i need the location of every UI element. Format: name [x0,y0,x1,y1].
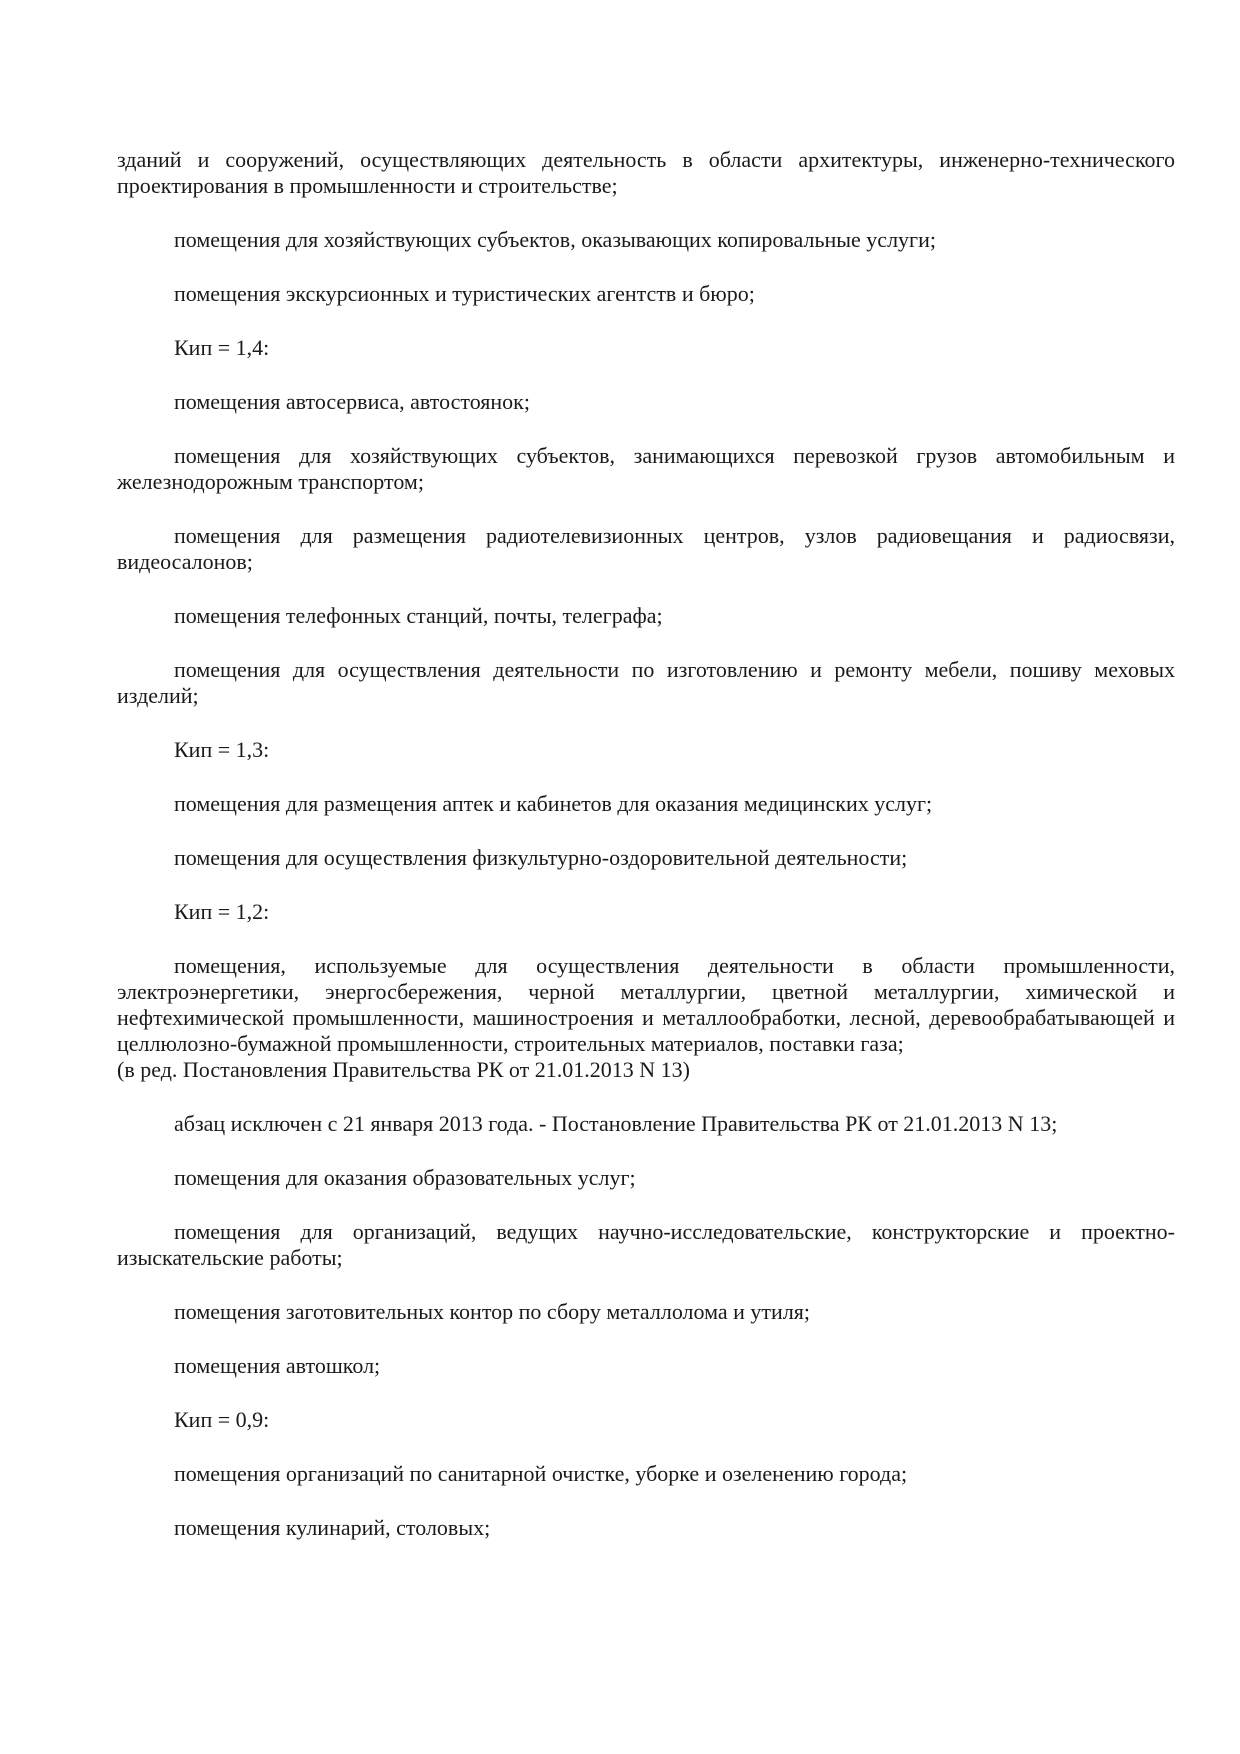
paragraph: помещения заготовительных контор по сбору металлолома и утиля; [174,1299,811,1324]
document-body [117,147,1175,1569]
paragraph-excluded: абзац исключен с 21 января 2013 года. - Постановление Правительства РК от 21.01.2013 N 13; [174,1111,1058,1136]
coefficient-heading: Кип = 1,3: [174,737,270,762]
paragraph: помещения, используемые для осуществления деятельности в области промышленности, электроэнергетики, энергосбережения, черной металлургии, цветной металлургии, химической и нефтехимической промышленности, машиностроения и металлообработки, лесной, деревообрабатывающей и целлюлозно-бумажной промышленности, строительных материалов, поставки газа; [117,953,1175,1056]
paragraph: помещения для осуществления деятельности по изготовлению и ремонту мебели, пошиву меховых изделий; [117,657,1175,708]
paragraph: помещения автошкол; [174,1353,381,1378]
paragraph-continuation: зданий и сооружений, осуществляющих деятельность в области архитектуры, инженерно-технического проектирования в промышленности и строительстве; [117,147,1175,198]
paragraph: помещения для оказания образовательных услуг; [174,1165,636,1190]
paragraph: помещения для осуществления физкультурно-оздоровительной деятельности; [174,845,908,870]
coefficient-heading: Кип = 1,4: [174,335,270,360]
coefficient-heading: Кип = 1,2: [174,899,270,924]
paragraph: помещения для организаций, ведущих научно-исследовательские, конструкторские и проектно-изыскательские работы; [117,1219,1175,1270]
coefficient-heading: Кип = 0,9: [174,1407,270,1432]
paragraph: помещения автосервиса, автостоянок; [174,389,530,414]
paragraph: помещения организаций по санитарной очистке, уборке и озеленению города; [174,1461,908,1486]
paragraph: помещения для хозяйствующих субъектов, оказывающих копировальные услуги; [174,227,936,252]
paragraph: помещения для размещения радиотелевизионных центров, узлов радиовещания и радиосвязи, видеосалонов; [117,523,1175,574]
amendment-note: (в ред. Постановления Правительства РК от 21.01.2013 N 13) [117,1057,690,1082]
paragraph: помещения для хозяйствующих субъектов, занимающихся перевозкой грузов автомобильным и железнодорожным транспортом; [117,443,1175,494]
paragraph: помещения для размещения аптек и кабинетов для оказания медицинских услуг; [174,791,933,816]
paragraph: помещения телефонных станций, почты, телеграфа; [174,603,663,628]
paragraph: помещения экскурсионных и туристических агентств и бюро; [174,281,755,306]
paragraph: помещения кулинарий, столовых; [174,1515,491,1540]
